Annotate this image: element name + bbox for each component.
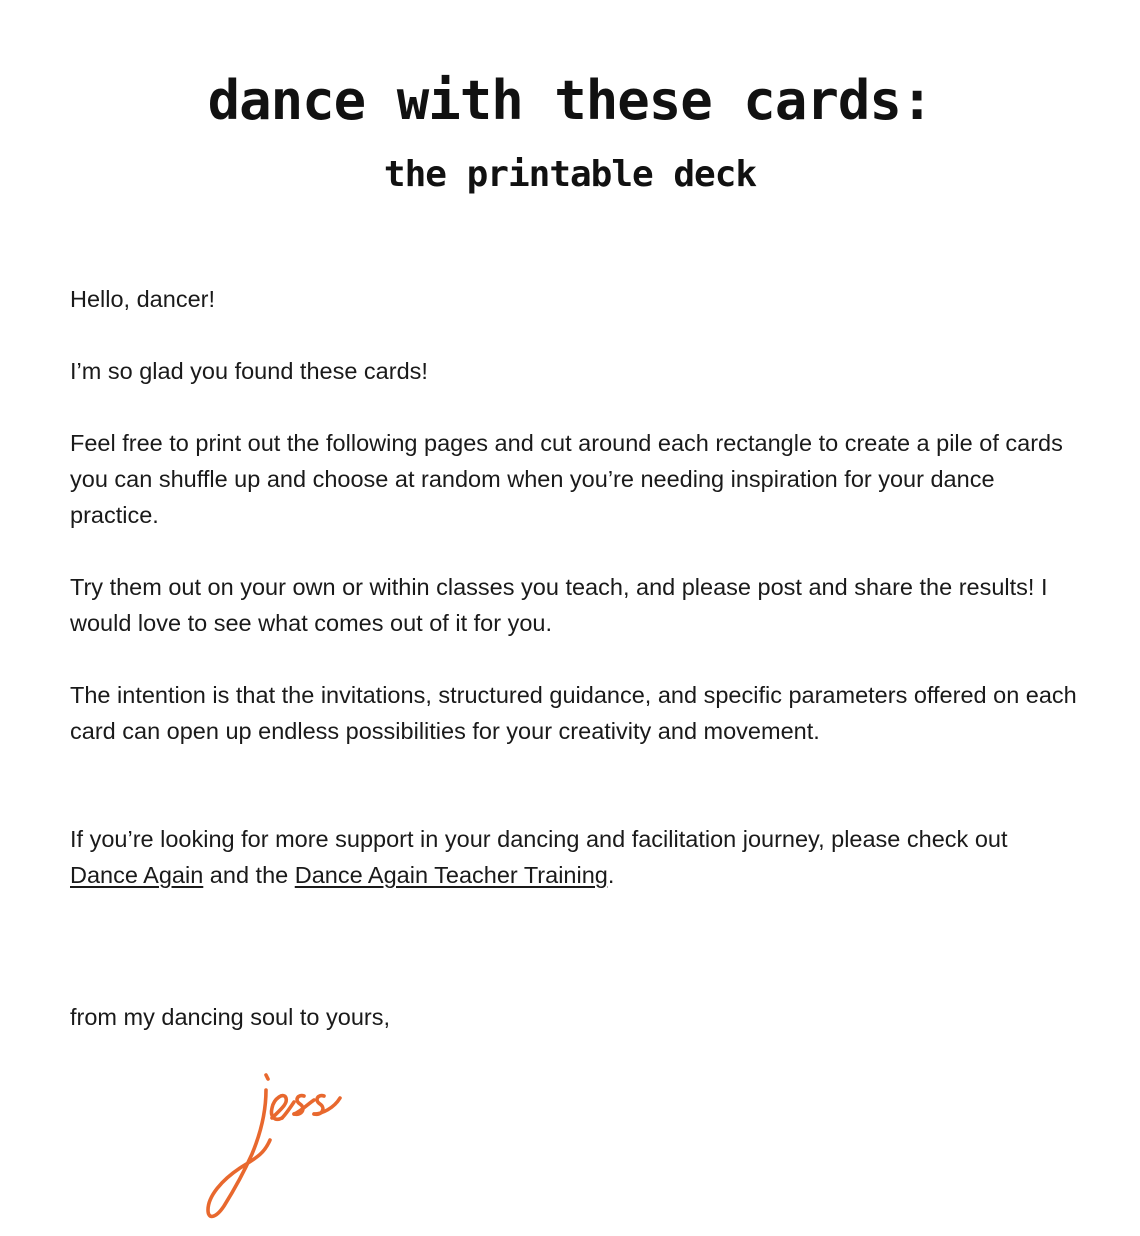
handwritten-signature xyxy=(200,1068,360,1228)
closing-line: from my dancing soul to yours, xyxy=(70,1004,390,1030)
intention-paragraph: The intention is that the invitations, structured guidance, and specific parameters offered on each card can open up endless possibilities for your creativity and movement. xyxy=(70,682,1077,744)
teacher-training-link[interactable]: Dance Again Teacher Training xyxy=(294,862,608,888)
support-prefix-text: If you’re looking for more support in your dancing and facilitation journey, please check out xyxy=(70,826,1008,852)
greeting-paragraph: Hello, dancer! xyxy=(70,286,215,312)
page-title: dance with these cards: xyxy=(207,69,933,132)
support-paragraph xyxy=(70,821,1080,893)
page-subtitle: the printable deck xyxy=(383,154,757,195)
dance-again-link[interactable]: Dance Again xyxy=(70,862,204,888)
instructions-paragraph: Feel free to print out the following pages and cut around each rectangle to create a pile of cards you can shuffle up and choose at random when you’re needing inspiration for your dance practice. xyxy=(70,430,1063,528)
support-suffix-text: . xyxy=(607,862,615,888)
glad-paragraph: I’m so glad you found these cards! xyxy=(70,358,428,384)
share-paragraph: Try them out on your own or within classes you teach, and please post and share the results! I would love to see what comes out of it for you. xyxy=(70,574,1048,636)
support-middle-text: and the xyxy=(203,862,295,888)
